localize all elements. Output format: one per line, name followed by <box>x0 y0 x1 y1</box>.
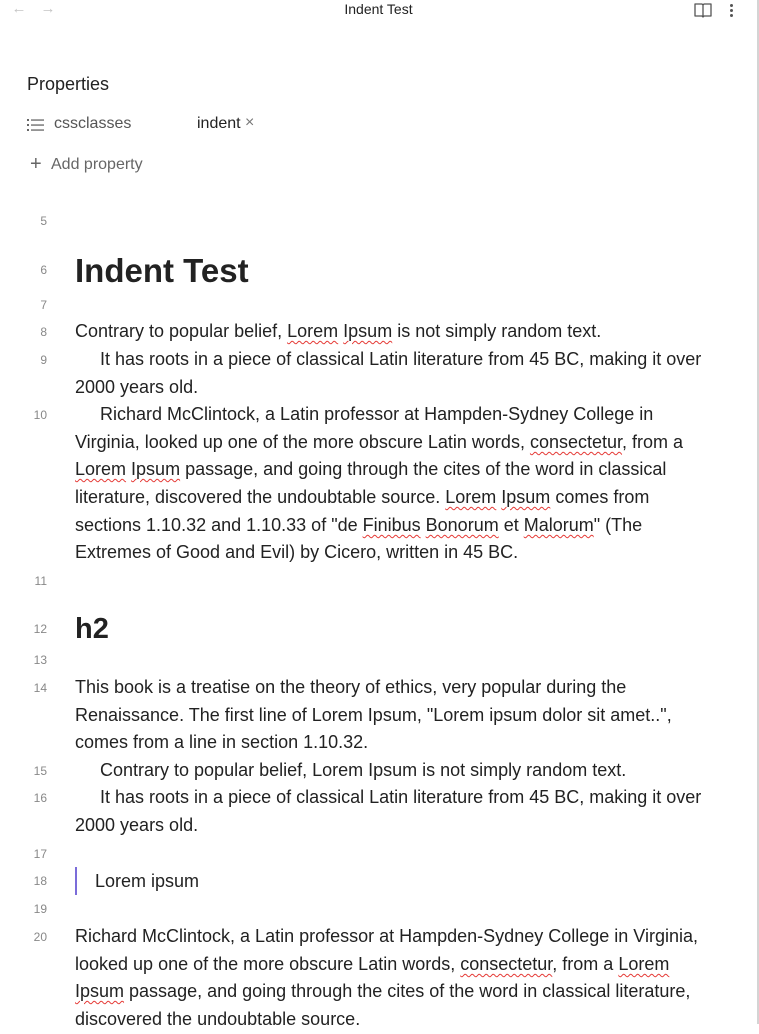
editor-line-20-wrap[interactable]: discovered the undoubtable source. <box>75 1009 361 1029</box>
property-key[interactable]: cssclasses <box>54 115 132 132</box>
editor-line-16[interactable]: It has roots in a piece of classical Latin literature from 45 BC, making it over <box>100 787 702 807</box>
book-open-icon <box>692 1 714 19</box>
line-number: 12 <box>33 622 47 636</box>
line-number: 15 <box>33 764 47 778</box>
arrow-left-icon: ← <box>11 0 27 17</box>
line-number: 11 <box>34 574 47 588</box>
editor-line-20[interactable]: Richard McClintock, a Latin professor at Hampden-Sydney College in Virginia, <box>75 926 698 946</box>
window-title: Indent Test <box>344 1 413 17</box>
plus-icon: + <box>30 153 42 175</box>
tag-remove-button[interactable]: × <box>245 114 255 131</box>
editor-line-8[interactable]: Contrary to popular belief, Lorem Ipsum is not simply random text. <box>75 321 602 341</box>
line-number: 19 <box>33 902 47 916</box>
add-property-button[interactable] <box>30 154 230 178</box>
editor-line-10-wrap[interactable]: literature, discovered the undoubtable source. Lorem Ipsum comes from <box>75 487 650 507</box>
editor-line-10-wrap[interactable]: Lorem Ipsum passage, and going through the cites of the word in classical <box>75 459 667 479</box>
editor-line-10[interactable]: Richard McClintock, a Latin professor at Hampden-Sydney College in <box>100 404 654 424</box>
editor-line-15[interactable]: Contrary to popular belief, Lorem Ipsum is not simply random text. <box>100 760 627 780</box>
editor-line-16-wrap[interactable]: 2000 years old. <box>75 815 199 835</box>
editor-line-10-wrap[interactable]: sections 1.10.32 and 1.10.33 of "de Finibus Bonorum et Malorum" (The <box>75 515 643 535</box>
editor-line-14-wrap[interactable]: comes from a line in section 1.10.32. <box>75 732 369 752</box>
property-value-tag[interactable]: indent <box>197 115 241 132</box>
editor-line-10-wrap[interactable]: Virginia, looked up one of the more obscure Latin words, consectetur, from a <box>75 432 684 452</box>
title-bar <box>0 0 757 20</box>
line-number: 10 <box>33 408 47 422</box>
arrow-right-icon: → <box>40 0 56 17</box>
line-number: 13 <box>33 653 47 667</box>
properties-heading: Properties <box>27 74 110 94</box>
line-number: 18 <box>33 874 47 888</box>
line-number: 16 <box>33 791 47 805</box>
blockquote-bar <box>75 867 77 895</box>
more-options-button[interactable] <box>724 1 738 19</box>
editor-line-9[interactable]: It has roots in a piece of classical Latin literature from 45 BC, making it over <box>100 349 702 369</box>
line-number: 6 <box>40 263 47 277</box>
editor-line-20-wrap[interactable]: Ipsum passage, and going through the cites of the word in classical literature, <box>75 981 691 1001</box>
line-number: 17 <box>33 847 47 861</box>
editor-line-10-wrap[interactable]: Extremes of Good and Evil) by Cicero, written in 45 BC. <box>75 542 519 562</box>
line-number: 14 <box>33 681 47 695</box>
heading-2[interactable]: h2 <box>75 613 109 645</box>
editor-line-20-wrap[interactable]: looked up one of the more obscure Latin words, consectetur, from a Lorem <box>75 954 670 974</box>
editor-line-14-wrap[interactable]: Renaissance. The first line of Lorem Ipsum, "Lorem ipsum dolor sit amet..", <box>75 705 672 725</box>
line-number: 5 <box>40 214 47 228</box>
property-row-cssclasses <box>27 113 727 137</box>
heading-1[interactable]: Indent Test <box>75 252 249 289</box>
reading-view-button[interactable] <box>692 1 714 19</box>
editor-line-14[interactable]: This book is a treatise on the theory of ethics, very popular during the <box>75 677 627 697</box>
line-number: 8 <box>40 325 47 339</box>
blockquote-text[interactable]: Lorem ipsum <box>95 871 200 891</box>
line-number: 20 <box>33 930 47 944</box>
editor-line-9-wrap[interactable]: 2000 years old. <box>75 377 199 397</box>
list-icon <box>27 117 45 133</box>
line-number: 7 <box>40 298 47 312</box>
line-number: 9 <box>40 353 47 367</box>
add-property-label: Add property <box>51 156 143 173</box>
